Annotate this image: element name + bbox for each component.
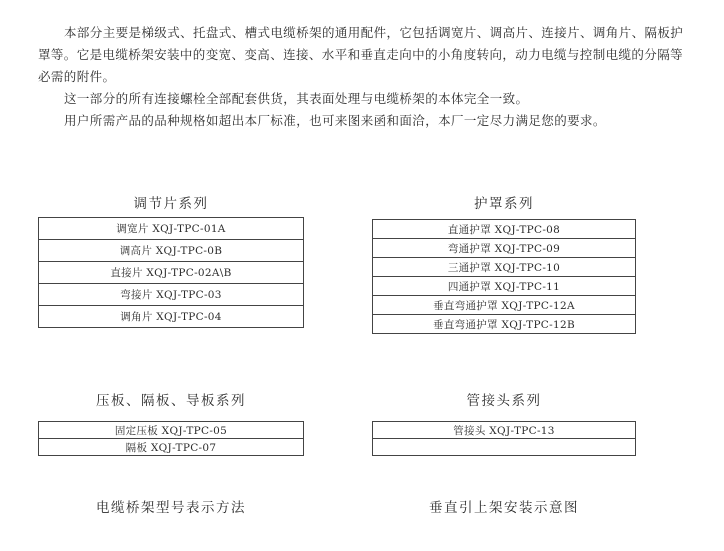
intro-paragraph-2: 这一部分的所有连接螺栓全部配套供货，其表面处理与电缆桥架的本体完全一致。	[64, 91, 529, 106]
table-cell: 四通护罩 XQJ-TPC-11	[373, 277, 636, 296]
huzhao-series-title: 护罩系列	[474, 196, 534, 212]
model-notation-title: 电缆桥架型号表示方法	[96, 500, 246, 516]
table-cell: 直接片 XQJ-TPC-02A\B	[39, 262, 304, 284]
table-cell: 隔板 XQJ-TPC-07	[39, 439, 304, 456]
table-row	[39, 422, 304, 439]
tiaojie-series-title: 调节片系列	[133, 196, 209, 212]
yaban-series-title: 压板、隔板、导板系列	[96, 393, 246, 409]
table-row	[39, 439, 304, 456]
table-row	[39, 262, 304, 284]
table-cell: 弯接片 XQJ-TPC-03	[39, 284, 304, 306]
table-cell: 调角片 XQJ-TPC-04	[39, 306, 304, 328]
huzhao-series-table	[372, 219, 636, 334]
yaban-series-table	[38, 421, 304, 456]
intro-text	[38, 22, 686, 132]
table-row	[373, 239, 636, 258]
table-row	[373, 439, 636, 456]
table-row	[39, 284, 304, 306]
table-row	[39, 240, 304, 262]
guanjietou-series-title: 管接头系列	[466, 393, 542, 409]
table-cell: 垂直弯通护罩 XQJ-TPC-12B	[373, 315, 636, 334]
table-cell: 管接头 XQJ-TPC-13	[373, 422, 636, 439]
table-cell: 调宽片 XQJ-TPC-01A	[39, 218, 304, 240]
table-cell: 调高片 XQJ-TPC-0B	[39, 240, 304, 262]
table-cell: 弯通护罩 XQJ-TPC-09	[373, 239, 636, 258]
table-cell: 三通护罩 XQJ-TPC-10	[373, 258, 636, 277]
table-row	[373, 296, 636, 315]
table-row	[373, 220, 636, 239]
intro-paragraph-1: 本部分主要是梯级式、托盘式、槽式电缆桥架的通用配件，它包括调宽片、调高片、连接片、调角片、隔板护罩等。它是电缆桥架安装中的变宽、变高、连接、水平和垂直走向中的小角度转向，动力电缆与控制电缆的分隔等必需的附件。	[38, 25, 684, 84]
table-row	[373, 315, 636, 334]
table-row	[373, 258, 636, 277]
table-cell: 垂直弯通护罩 XQJ-TPC-12A	[373, 296, 636, 315]
table-cell	[373, 439, 636, 456]
table-cell: 直通护罩 XQJ-TPC-08	[373, 220, 636, 239]
table-row	[39, 306, 304, 328]
table-cell: 固定压板 XQJ-TPC-05	[39, 422, 304, 439]
table-row	[373, 422, 636, 439]
guanjietou-series-table	[372, 421, 636, 456]
table-row	[373, 277, 636, 296]
table-row	[39, 218, 304, 240]
tiaojie-series-table	[38, 217, 304, 328]
intro-paragraph-3: 用户所需产品的品种规格如超出本厂标准，也可来图来函和面洽，本厂一定尽力满足您的要求。	[64, 113, 606, 128]
vertical-riser-diagram-title: 垂直引上架安装示意图	[429, 500, 579, 516]
